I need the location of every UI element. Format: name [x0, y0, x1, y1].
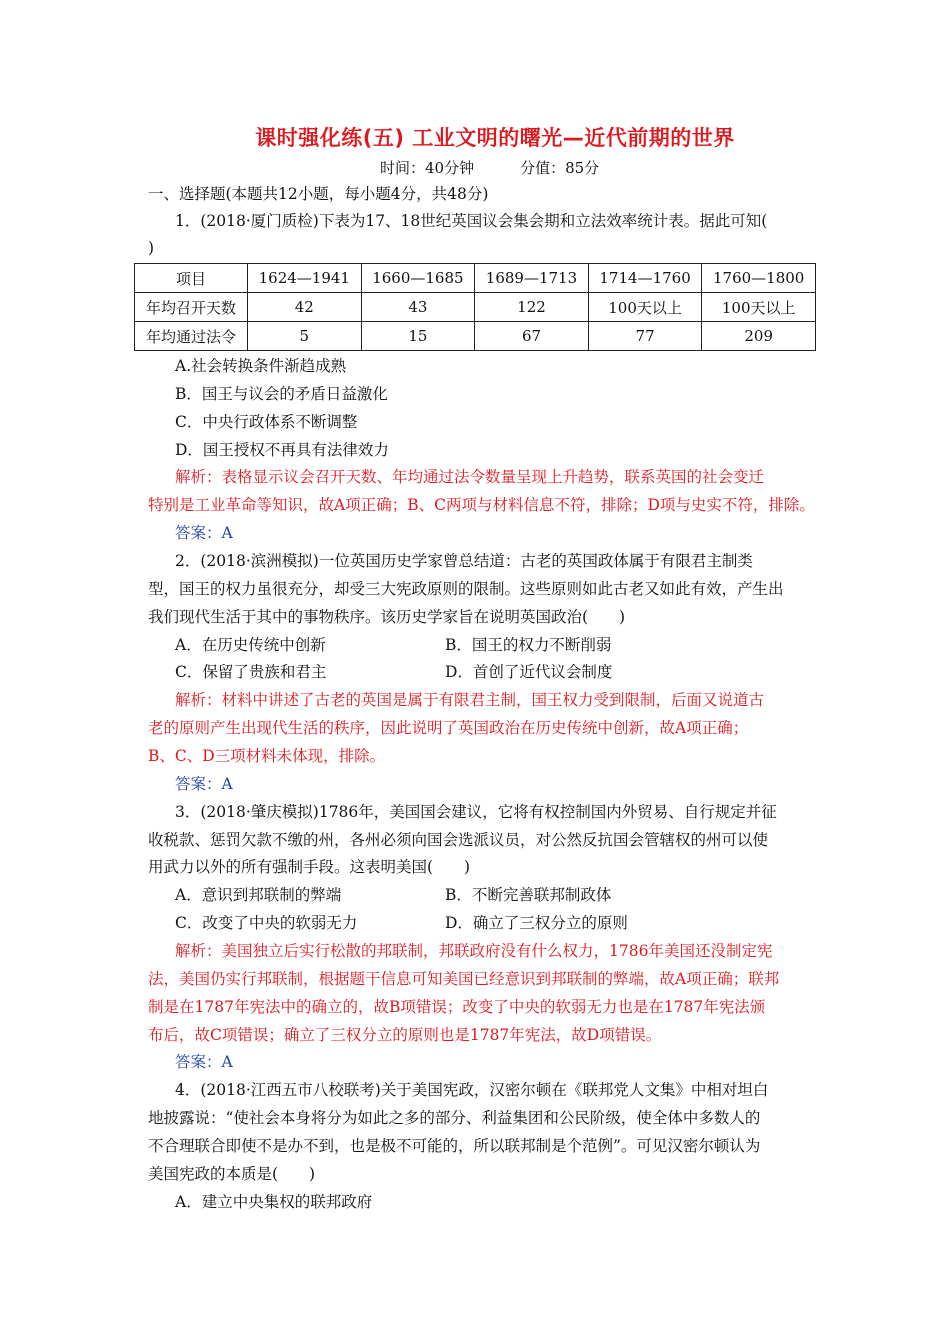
q4-stem-line-4: 美国宪政的本质是( ): [148, 1165, 316, 1183]
q1-table: [134, 263, 816, 351]
table-row: [135, 322, 816, 351]
q2-analysis-line-2: 老的原则产生出现代生活的秩序，因此说明了英国政治在历史传统中创新，故A项正确；: [148, 719, 749, 737]
q3-options-row-2: [175, 909, 855, 937]
q4-stem-line-2: 地披露说：“使社会本身将分为如此之多的部分、利益集团和公民阶级，使全体中多数人的: [148, 1109, 761, 1127]
table-cell: 67: [475, 322, 589, 351]
q1-stem-line-1: 1．(2018·厦门质检)下表为17、18世纪英国议会集会期和立法效率统计表。据此可知(: [175, 212, 768, 230]
table-cell: 年均召开天数: [135, 293, 248, 322]
table-cell: 43: [361, 293, 475, 322]
q2-options-row-2: [175, 658, 855, 686]
q2-options-row-1: [175, 631, 855, 659]
time-limit: 时间：40分钟: [380, 159, 475, 177]
q3-option-a: A．意识到邦联制的弊端: [175, 886, 342, 904]
q3-stem-line-3: 用武力以外的所有强制手段。这表明美国( ): [148, 858, 471, 876]
q2-answer: 答案：A: [175, 775, 233, 793]
q2-analysis-line-1: 解析：材料中讲述了古老的英国是属于有限君主制，国王权力受到限制，后面又说道古: [175, 691, 765, 709]
table-cell: 1714—1760: [588, 264, 702, 293]
table-cell: 100天以上: [588, 293, 702, 322]
total-score: 分值：85分: [520, 159, 600, 177]
q4-stem-line-1: 4．(2018·江西五市八校联考)关于美国宪政，汉密尔顿在《联邦党人文集》中相对坦白: [175, 1081, 769, 1099]
q3-analysis-line-4: 布后，故C项错误；确立了三权分立的原则也是1787年宪法，故D项错误。: [148, 1026, 662, 1044]
table-cell: 5: [248, 322, 362, 351]
q2-stem-line-2: 型，国王的权力虽很充分，却受三大宪政原则的限制。这些原则如此古老又如此有效，产生出: [148, 580, 784, 598]
q2-option-a: A．在历史传统中创新: [175, 636, 326, 654]
q3-option-d: D．确立了三权分立的原则: [445, 914, 628, 932]
table-cell: 1624—1941: [248, 264, 362, 293]
q1-option-c: C．中央行政体系不断调整: [175, 413, 358, 431]
q2-analysis-line-3: B、C、D三项材料未体现，排除。: [148, 747, 386, 765]
q3-option-c: C．改变了中央的软弱无力: [175, 914, 358, 932]
q1-analysis-line-2: 特别是工业革命等知识，故A项正确；B、C两项与材料信息不符，排除；D项与史实不符，排除。: [148, 496, 815, 514]
q2-option-d: D．首创了近代议会制度: [445, 663, 613, 681]
q3-analysis-line-2: 法，美国仍实行邦联制，根据题干信息可知美国已经意识到邦联制的弊端，故A项正确；联邦: [148, 970, 780, 988]
q1-option-b: B．国王与议会的矛盾日益激化: [175, 385, 388, 403]
table-cell: 项目: [135, 264, 248, 293]
q3-stem-line-1: 3．(2018·肇庆模拟)1786年，美国国会建议，它将有权控制国内外贸易、自行规定并征: [175, 803, 777, 821]
table-cell: 100天以上: [702, 293, 816, 322]
q2-stem-line-3: 我们现代生活于其中的事物秩序。该历史学家旨在说明英国政治( ): [148, 608, 626, 626]
q4-stem-line-3: 不合理联合即使不是办不到，也是极不可能的，所以联邦制是个范例”。可见汉密尔顿认为: [148, 1137, 761, 1155]
q4-option-a: A．建立中央集权的联邦政府: [175, 1193, 373, 1211]
q3-option-b: B．不断完善联邦制政体: [445, 886, 612, 904]
table-cell: 1760—1800: [702, 264, 816, 293]
table-cell: 77: [588, 322, 702, 351]
q3-stem-line-2: 收税款、惩罚欠款不缴的州，各州必须向国会选派议员，对公然反抗国会管辖权的州可以使: [148, 831, 769, 849]
table-cell: 1689—1713: [475, 264, 589, 293]
page-title: 课时强化练(五) 工业文明的曙光—近代前期的世界: [255, 126, 735, 150]
q1-stem-line-2: ): [148, 239, 155, 257]
table-cell: 1660—1685: [361, 264, 475, 293]
section-heading: 一、选择题(本题共12小题，每小题4分，共48分): [148, 185, 489, 203]
q1-analysis-line-1: 解析：表格显示议会召开天数、年均通过法令数量呈现上升趋势，联系英国的社会变迁: [175, 468, 765, 486]
table-header-row: [135, 264, 816, 293]
q3-analysis-line-1: 解析：美国独立后实行松散的邦联制，邦联政府没有什么权力，1786年美国还没制定宪: [175, 942, 773, 960]
q2-option-c: C．保留了贵族和君主: [175, 663, 327, 681]
table-cell: 15: [361, 322, 475, 351]
table-row: [135, 293, 816, 322]
q2-stem-line-1: 2．(2018·滨洲模拟)一位英国历史学家曾总结道：古老的英国政体属于有限君主制类: [175, 552, 753, 570]
q3-options-row-1: [175, 881, 855, 909]
table-cell: 年均通过法令: [135, 322, 248, 351]
exam-meta: [380, 157, 599, 178]
q2-option-b: B．国王的权力不断削弱: [445, 636, 612, 654]
q1-option-a: A.社会转换条件渐趋成熟: [175, 357, 347, 375]
table-cell: 42: [248, 293, 362, 322]
table-cell: 122: [475, 293, 589, 322]
table-cell: 209: [702, 322, 816, 351]
q3-analysis-line-3: 制是在1787年宪法中的确立的，故B项错误；改变了中央的软弱无力也是在1787年宪法颁: [148, 998, 766, 1016]
q3-answer: 答案：A: [175, 1053, 233, 1071]
q1-answer: 答案：A: [175, 524, 233, 542]
q1-option-d: D．国王授权不再具有法律效力: [175, 441, 389, 459]
